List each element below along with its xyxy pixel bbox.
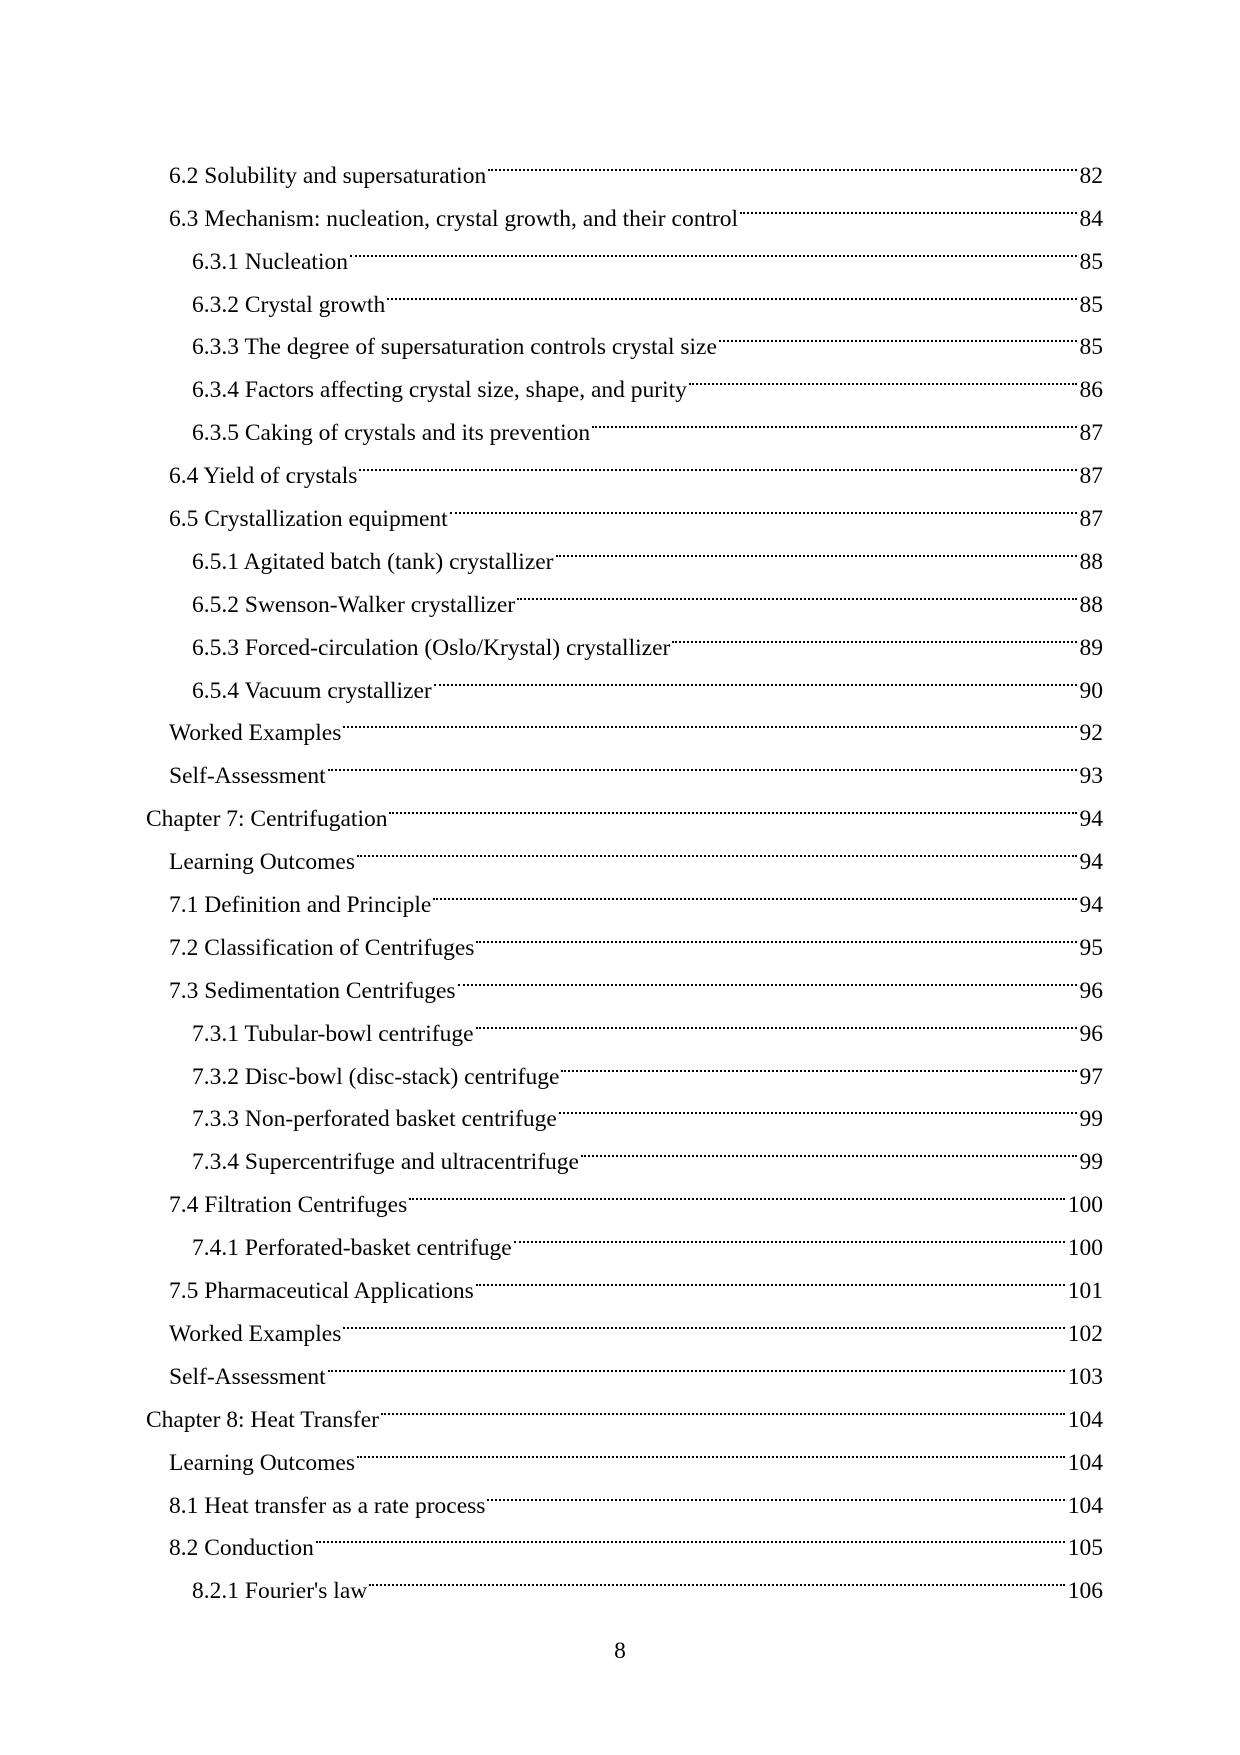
toc-entry-title: 6.3 Mechanism: nucleation, crystal growth, and their control (169, 205, 739, 232)
dot-leader (343, 698, 1076, 741)
toc-entry-title: Worked Examples (169, 1320, 342, 1347)
toc-entry-title: 6.5 Crystallization equipment (169, 506, 448, 533)
toc-entry-page-number: 84 (1079, 205, 1103, 232)
toc-entry-title: 7.5 Pharmaceutical Applications (169, 1278, 474, 1305)
dot-leader (458, 955, 1077, 998)
toc-entry-page-number: 88 (1079, 591, 1103, 618)
toc-entry-page-number: 85 (1079, 291, 1103, 318)
toc-entry-page-number: 96 (1079, 977, 1103, 1004)
toc-entry-title: 7.4.1 Perforated-basket centrifuge (192, 1235, 512, 1262)
toc-entry-title: Learning Outcomes (169, 1449, 355, 1476)
dot-leader (359, 440, 1076, 483)
toc-entry-page-number: 90 (1079, 677, 1103, 704)
toc-entry-page-number: 87 (1079, 420, 1103, 447)
toc-entry-page-number: 82 (1079, 162, 1103, 189)
toc-entry-title: Worked Examples (169, 720, 342, 747)
dot-leader (381, 1384, 1065, 1427)
dot-leader (719, 312, 1077, 355)
toc-entry-title: 6.5.4 Vacuum crystallizer (192, 677, 432, 704)
dot-leader (343, 1298, 1064, 1341)
dot-leader (328, 1341, 1065, 1384)
dot-leader (476, 912, 1076, 955)
toc-entry-page-number: 102 (1067, 1320, 1103, 1347)
dot-leader (387, 269, 1076, 312)
toc-entry-page-number: 106 (1067, 1578, 1103, 1605)
toc-entry-page-number: 99 (1079, 1149, 1103, 1176)
dot-leader (433, 869, 1076, 912)
toc-entry-page-number: 88 (1079, 548, 1103, 575)
dot-leader (369, 1555, 1065, 1598)
toc-entry-title: 7.4 Filtration Centrifuges (169, 1192, 408, 1219)
dot-leader (476, 1255, 1065, 1298)
toc-entry-title: 7.3 Sedimentation Centrifuges (169, 977, 456, 1004)
dot-leader (488, 140, 1076, 183)
dot-leader (556, 526, 1077, 569)
toc-entry-page-number: 86 (1079, 377, 1103, 404)
toc-entry-page-number: 94 (1079, 806, 1103, 833)
toc-entry-page-number: 96 (1079, 1020, 1103, 1047)
toc-entry-title: Chapter 7: Centrifugation (146, 806, 388, 833)
toc-entry-title: 7.3.3 Non-perforated basket centrifuge (192, 1106, 557, 1133)
toc-entry-title: 6.3.2 Crystal growth (192, 291, 386, 318)
toc-entry-title: Self-Assessment (169, 763, 326, 790)
dot-leader (316, 1513, 1065, 1556)
dot-leader (328, 740, 1077, 783)
dot-leader (450, 483, 1077, 526)
toc-entry-title: 6.5.3 Forced-circulation (Oslo/Krystal) crystallizer (192, 634, 671, 661)
dot-leader (581, 1126, 1077, 1169)
toc-entry-title: 8.2 Conduction (169, 1535, 314, 1562)
toc-entry-title: 6.5.1 Agitated batch (tank) crystallizer (192, 548, 554, 575)
toc-entry-title: 6.4 Yield of crystals (169, 463, 358, 490)
toc-entry-title: 6.5.2 Swenson-Walker crystallizer (192, 591, 516, 618)
toc-entry-page-number: 93 (1079, 763, 1103, 790)
dot-leader (476, 998, 1077, 1041)
dot-leader (561, 1041, 1076, 1084)
toc-entry-page-number: 95 (1079, 934, 1103, 961)
toc-entry-page-number: 94 (1079, 892, 1103, 919)
toc-entry-title: 7.1 Definition and Principle (169, 892, 432, 919)
dot-leader (350, 226, 1077, 269)
dot-leader (409, 1169, 1065, 1212)
toc-entry-page-number: 100 (1067, 1192, 1103, 1219)
toc-entry-title: 6.3.3 The degree of supersaturation controls crystal size (192, 334, 717, 361)
toc-entry-page-number: 97 (1079, 1063, 1103, 1090)
toc-entry-page-number: 94 (1079, 849, 1103, 876)
dot-leader (559, 1084, 1077, 1127)
toc-entry-title: 7.3.4 Supercentrifuge and ultracentrifuge (192, 1149, 579, 1176)
dot-leader (740, 183, 1076, 226)
toc-entry-page-number: 105 (1067, 1535, 1103, 1562)
dot-leader (689, 354, 1077, 397)
toc-entry-title: 7.3.1 Tubular-bowl centrifuge (192, 1020, 474, 1047)
table-of-contents (146, 140, 1103, 1605)
toc-entry-title: 6.3.4 Factors affecting crystal size, shape, and purity (192, 377, 687, 404)
toc-entry-title: 8.1 Heat transfer as a rate process (169, 1492, 486, 1519)
dot-leader (389, 783, 1076, 826)
toc-entry-page-number: 100 (1067, 1235, 1103, 1262)
dot-leader (517, 569, 1076, 612)
toc-entry-title: Learning Outcomes (169, 849, 355, 876)
toc-entry-title: Self-Assessment (169, 1363, 326, 1390)
toc-entry-title: 6.2 Solubility and supersaturation (169, 162, 487, 189)
dot-leader (357, 1427, 1065, 1470)
toc-entry-page-number: 103 (1067, 1363, 1103, 1390)
toc-entry-page-number: 89 (1079, 634, 1103, 661)
toc-entry-page-number: 104 (1067, 1492, 1103, 1519)
toc-entry-page-number: 104 (1067, 1406, 1103, 1433)
toc-entry[interactable] (146, 140, 1103, 189)
dot-leader (357, 826, 1077, 869)
toc-entry-page-number: 87 (1079, 463, 1103, 490)
toc-entry-page-number: 104 (1067, 1449, 1103, 1476)
toc-entry-page-number: 101 (1067, 1278, 1103, 1305)
toc-entry-title: 6.3.5 Caking of crystals and its prevention (192, 420, 591, 447)
dot-leader (434, 655, 1077, 698)
toc-entry-page-number: 87 (1079, 506, 1103, 533)
dot-leader (487, 1470, 1064, 1513)
toc-entry-title: 7.3.2 Disc-bowl (disc-stack) centrifuge (192, 1063, 560, 1090)
dot-leader (672, 612, 1076, 655)
toc-entry-title: Chapter 8: Heat Transfer (146, 1406, 379, 1433)
toc-entry-page-number: 99 (1079, 1106, 1103, 1133)
toc-entry-page-number: 85 (1079, 248, 1103, 275)
dot-leader (592, 397, 1076, 440)
toc-entry-page-number: 92 (1079, 720, 1103, 747)
toc-entry-page-number: 85 (1079, 334, 1103, 361)
toc-entry-title: 8.2.1 Fourier's law (192, 1578, 368, 1605)
dot-leader (514, 1212, 1065, 1255)
toc-entry-title: 6.3.1 Nucleation (192, 248, 348, 275)
toc-entry-title: 7.2 Classification of Centrifuges (169, 934, 475, 961)
page-number: 8 (614, 1638, 626, 1664)
